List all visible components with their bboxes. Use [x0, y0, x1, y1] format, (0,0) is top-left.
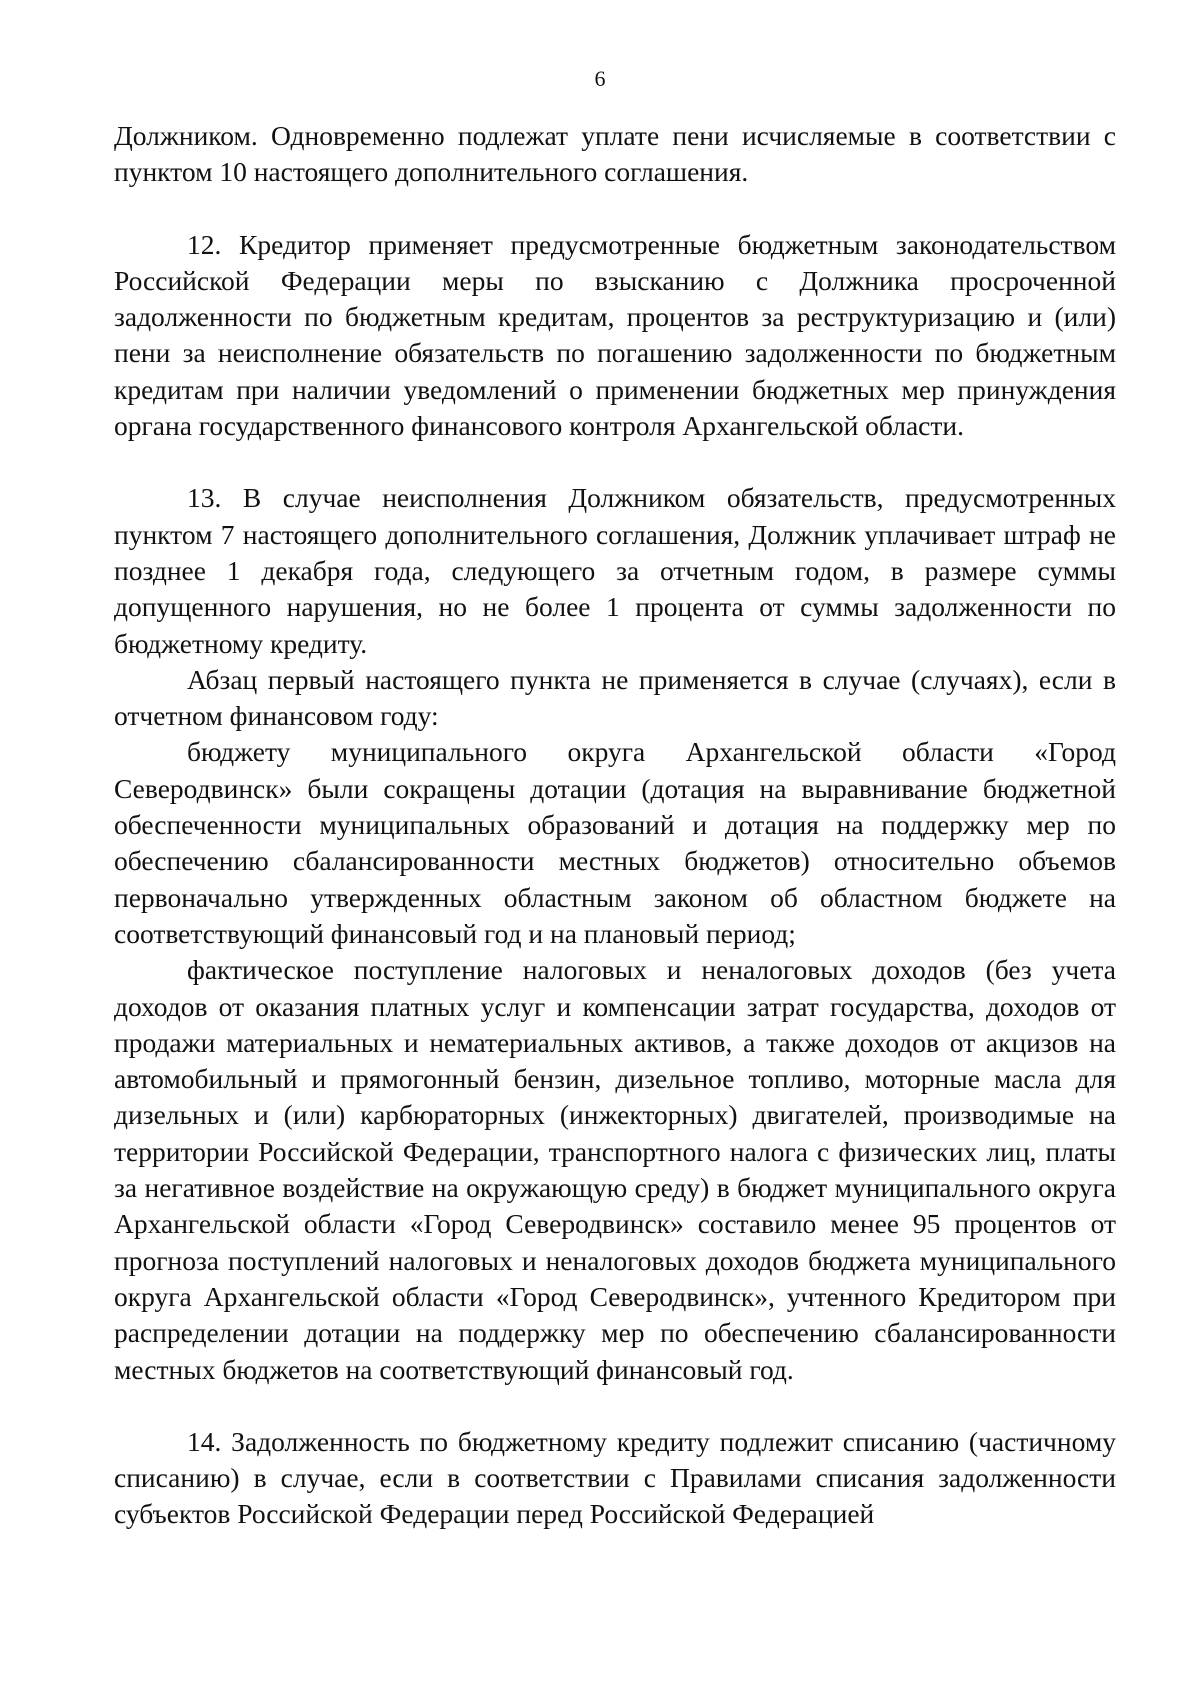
paragraph-clause-14: 14. Задолженность по бюджетному кредиту подлежит списанию (частичному списанию) в случае, если в соответствии с Правилами списания задолженности субъектов Российской Федерации перед Российской Федерацией [114, 1425, 1116, 1530]
paragraph-clause-13-condition-revenue: фактическое поступление налоговых и неналоговых доходов (без учета доходов от оказания платных услуг и компенсации затрат государства, доходов от продажи материальных и нематериальных активов, а также доходов от акцизов на автомобильный и прямогонный бензин, дизельное топливо, моторные масла для дизельных и (или) карбюраторных (инжекторных) двигателей, производимые на территории Российской Федерации, транспортного налога с физических лиц, платы за негативное воздействие на окружающую среду) в бюджет муниципального округа Архангельской области «Город Северодвинск» составило менее 95 процентов от прогноза поступлений налоговых и неналоговых доходов бюджета муниципального округа Архангельской области «Город Северодвинск», учтенного Кредитором при распределении дотации на поддержку мер по обеспечению сбалансированности местных бюджетов на соответствующий финансовый год. [114, 954, 1116, 1385]
paragraph-continuation: Должником. Одновременно подлежат уплате пени исчисляемые в соответствии с пунктом 10 настоящего дополнительного соглашения. [114, 120, 1116, 188]
paragraph-clause-13-exception: Абзац первый настоящего пункта не применяется в случае (случаях), если в отчетном финансовом году: [114, 663, 1116, 732]
paragraph-clause-13: 13. В случае неисполнения Должником обязательств, предусмотренных пунктом 7 настоящего дополнительного соглашения, Должник уплачивает штраф не позднее 1 декабря года, следующего за отчетным годом, в размере суммы допущенного нарушения, но не более 1 процента от суммы задолженности по бюджетному кредиту. [114, 482, 1116, 659]
paragraph-clause-12: 12. Кредитор применяет предусмотренные бюджетным законодательством Российской Федерации меры по взысканию с Должника просроченной задолженности по бюджетным кредитам, процентов за реструктуризацию и (или) пени за неисполнение обязательств по погашению задолженности по бюджетным кредитам при наличии уведомлений о применении бюджетных мер принуждения органа государственного финансового контроля Архангельской области. [114, 228, 1116, 442]
page-number: 6 [594, 66, 606, 91]
paragraph-clause-13-condition-subsidies: бюджету муниципального округа Архангельской области «Город Северодвинск» были сокращены дотации (дотация на выравнивание бюджетной обеспеченности муниципальных образований и дотация на поддержку мер по обеспечению сбалансированности местных бюджетов) относительно объемов первоначально утвержденных областным законом об областном бюджете на соответствующий финансовый год и на плановый период; [114, 736, 1116, 949]
document-body [114, 118, 1116, 1533]
